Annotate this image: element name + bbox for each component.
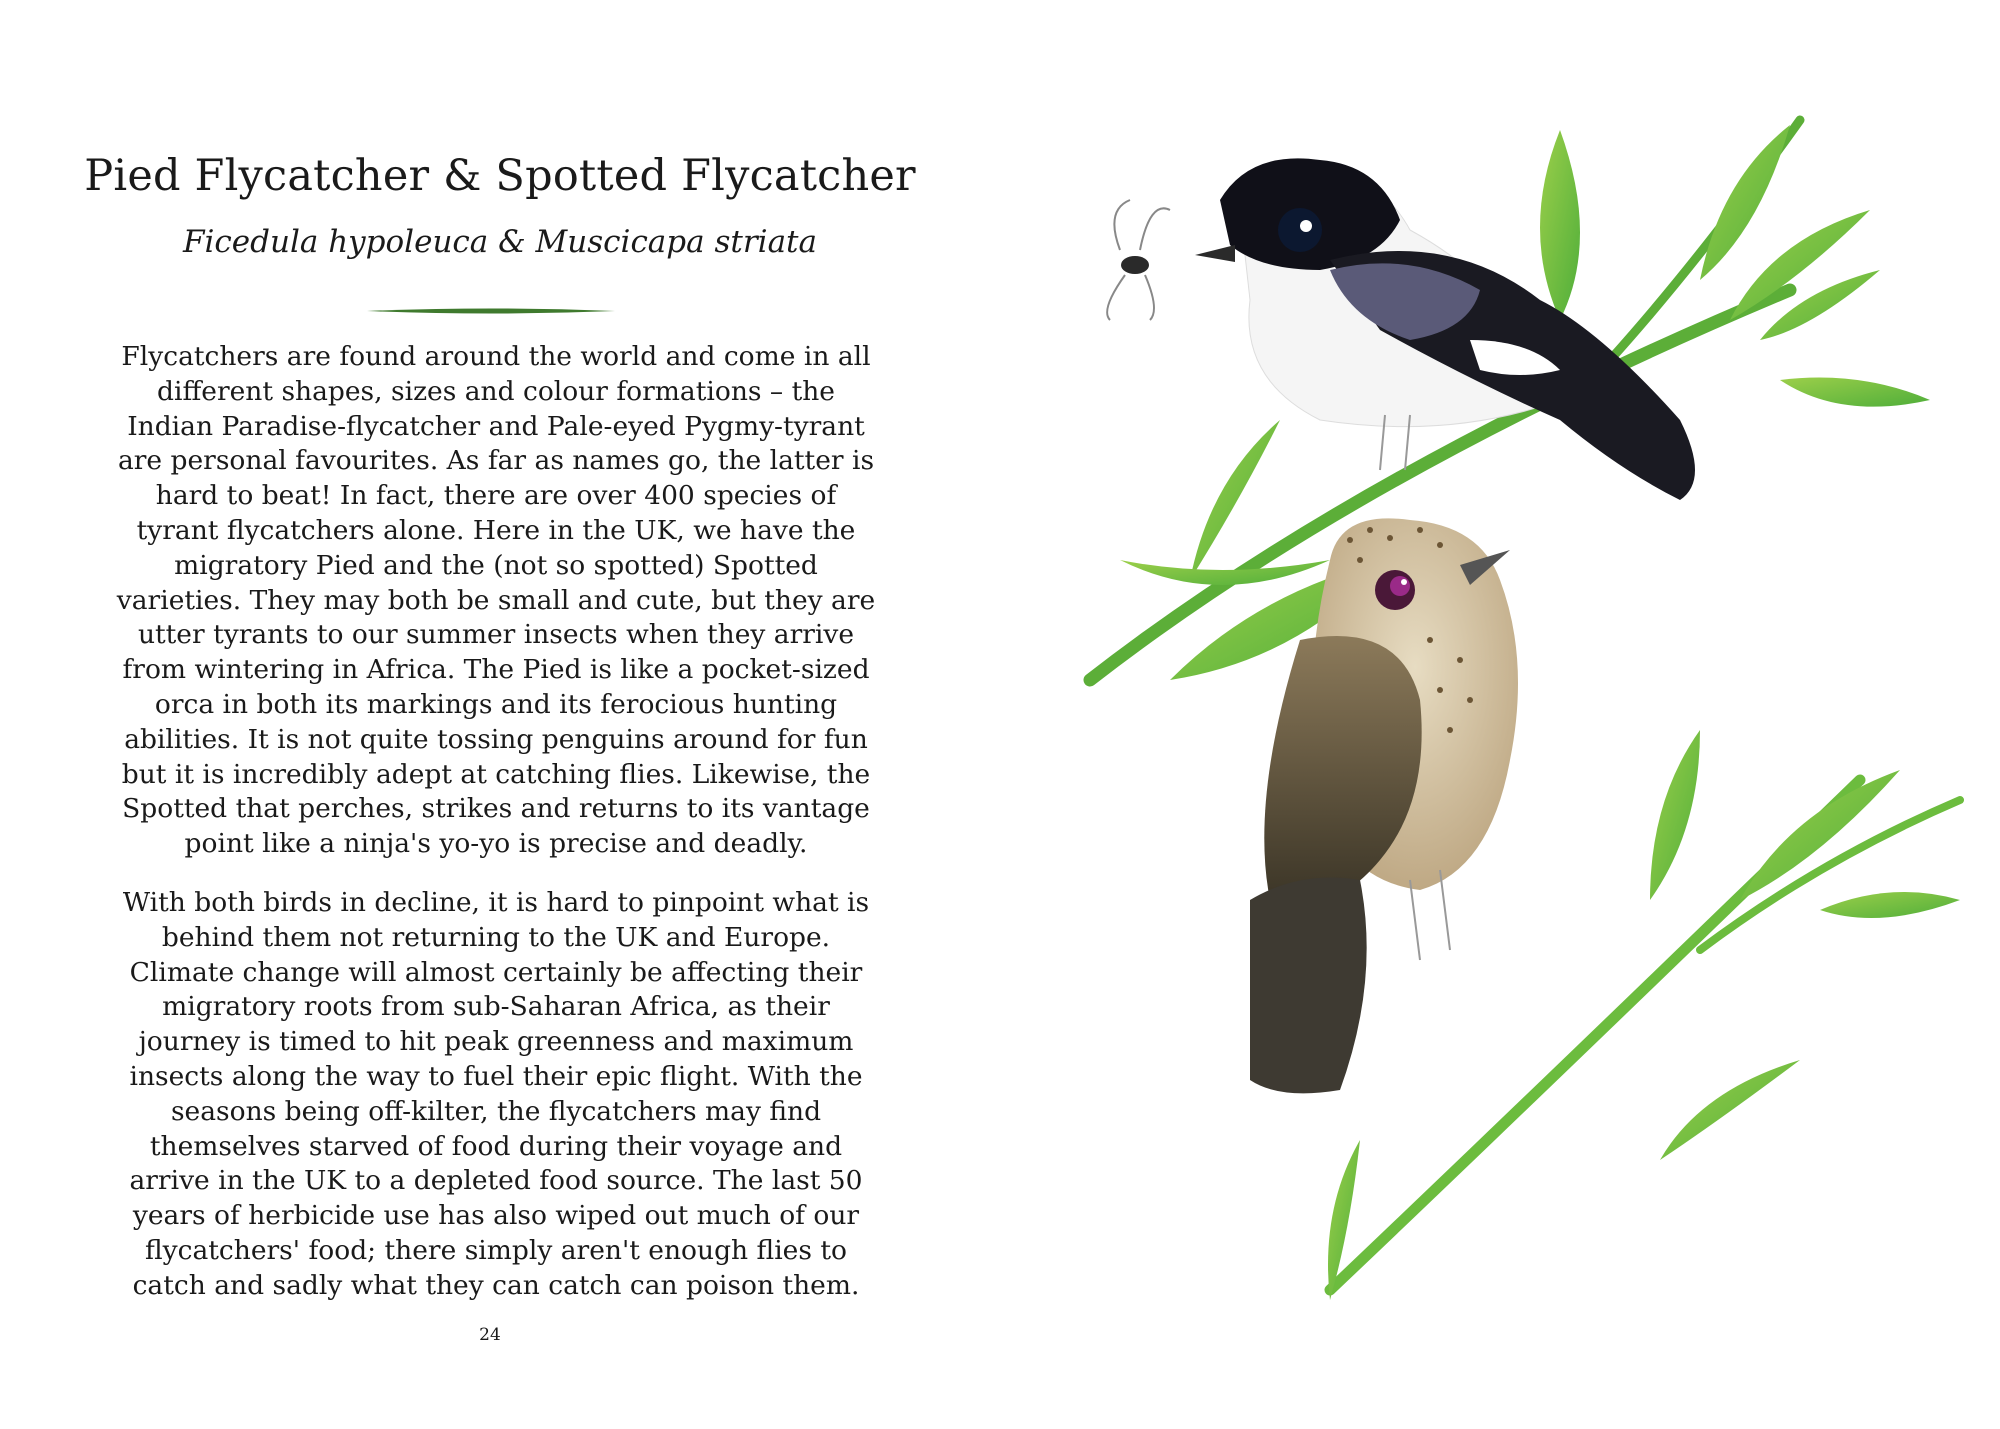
paragraph-2: With both birds in decline, it is hard to pinpoint what is behind them not returning to the UK and Europe. Climate change will almost certainly be affecting their migratory roots from sub-Saharan Africa, as their journey is timed to hit peak greenness and maximum insects along the way to fuel their epic flight. With the seasons being off-kilter, the flycatchers may find themselves starved of food during their voyage and arrive in the UK to a depleted food source. The last 50 years of herbicide use has also wiped out much of our flycatchers' food; there simply aren't enough flies to catch and sadly what they can catch can poison them. [122,886,870,1301]
article-body [112,340,880,1328]
right-page [1000,0,2000,1429]
page-subtitle: Ficedula hypoleuca & Muscicapa striata [183,224,817,260]
title-divider [367,306,615,316]
fly-icon [1107,200,1170,320]
page-title: Pied Flycatcher & Spotted Flycatcher [84,151,916,201]
page-number: 24 [479,1325,501,1345]
paragraph-1: Flycatchers are found around the world and come in all different shapes, sizes and colour formations – the Indian Paradise-flycatcher and Pale-eyed Pygmy-tyrant are personal favourites. As far as names go, the latter is hard to beat! In fact, there are over 400 species of tyrant flycatchers alone. Here in the UK, we have the migratory Pied and the (not so spotted) Spotted varieties. They may both be small and cute, but they are utter tyrants to our summer insects when they arrive from wintering in Africa. The Pied is like a pocket-sized orca in both its markings and its ferocious hunting abilities. It is not quite tossing penguins around for fun but it is incredibly adept at catching flies. Likewise, the Spotted that perches, strikes and returns to its vantage point like a ninja's yo-yo is precise and deadly. [116,341,876,860]
flycatchers-illustration [1000,0,2000,1429]
